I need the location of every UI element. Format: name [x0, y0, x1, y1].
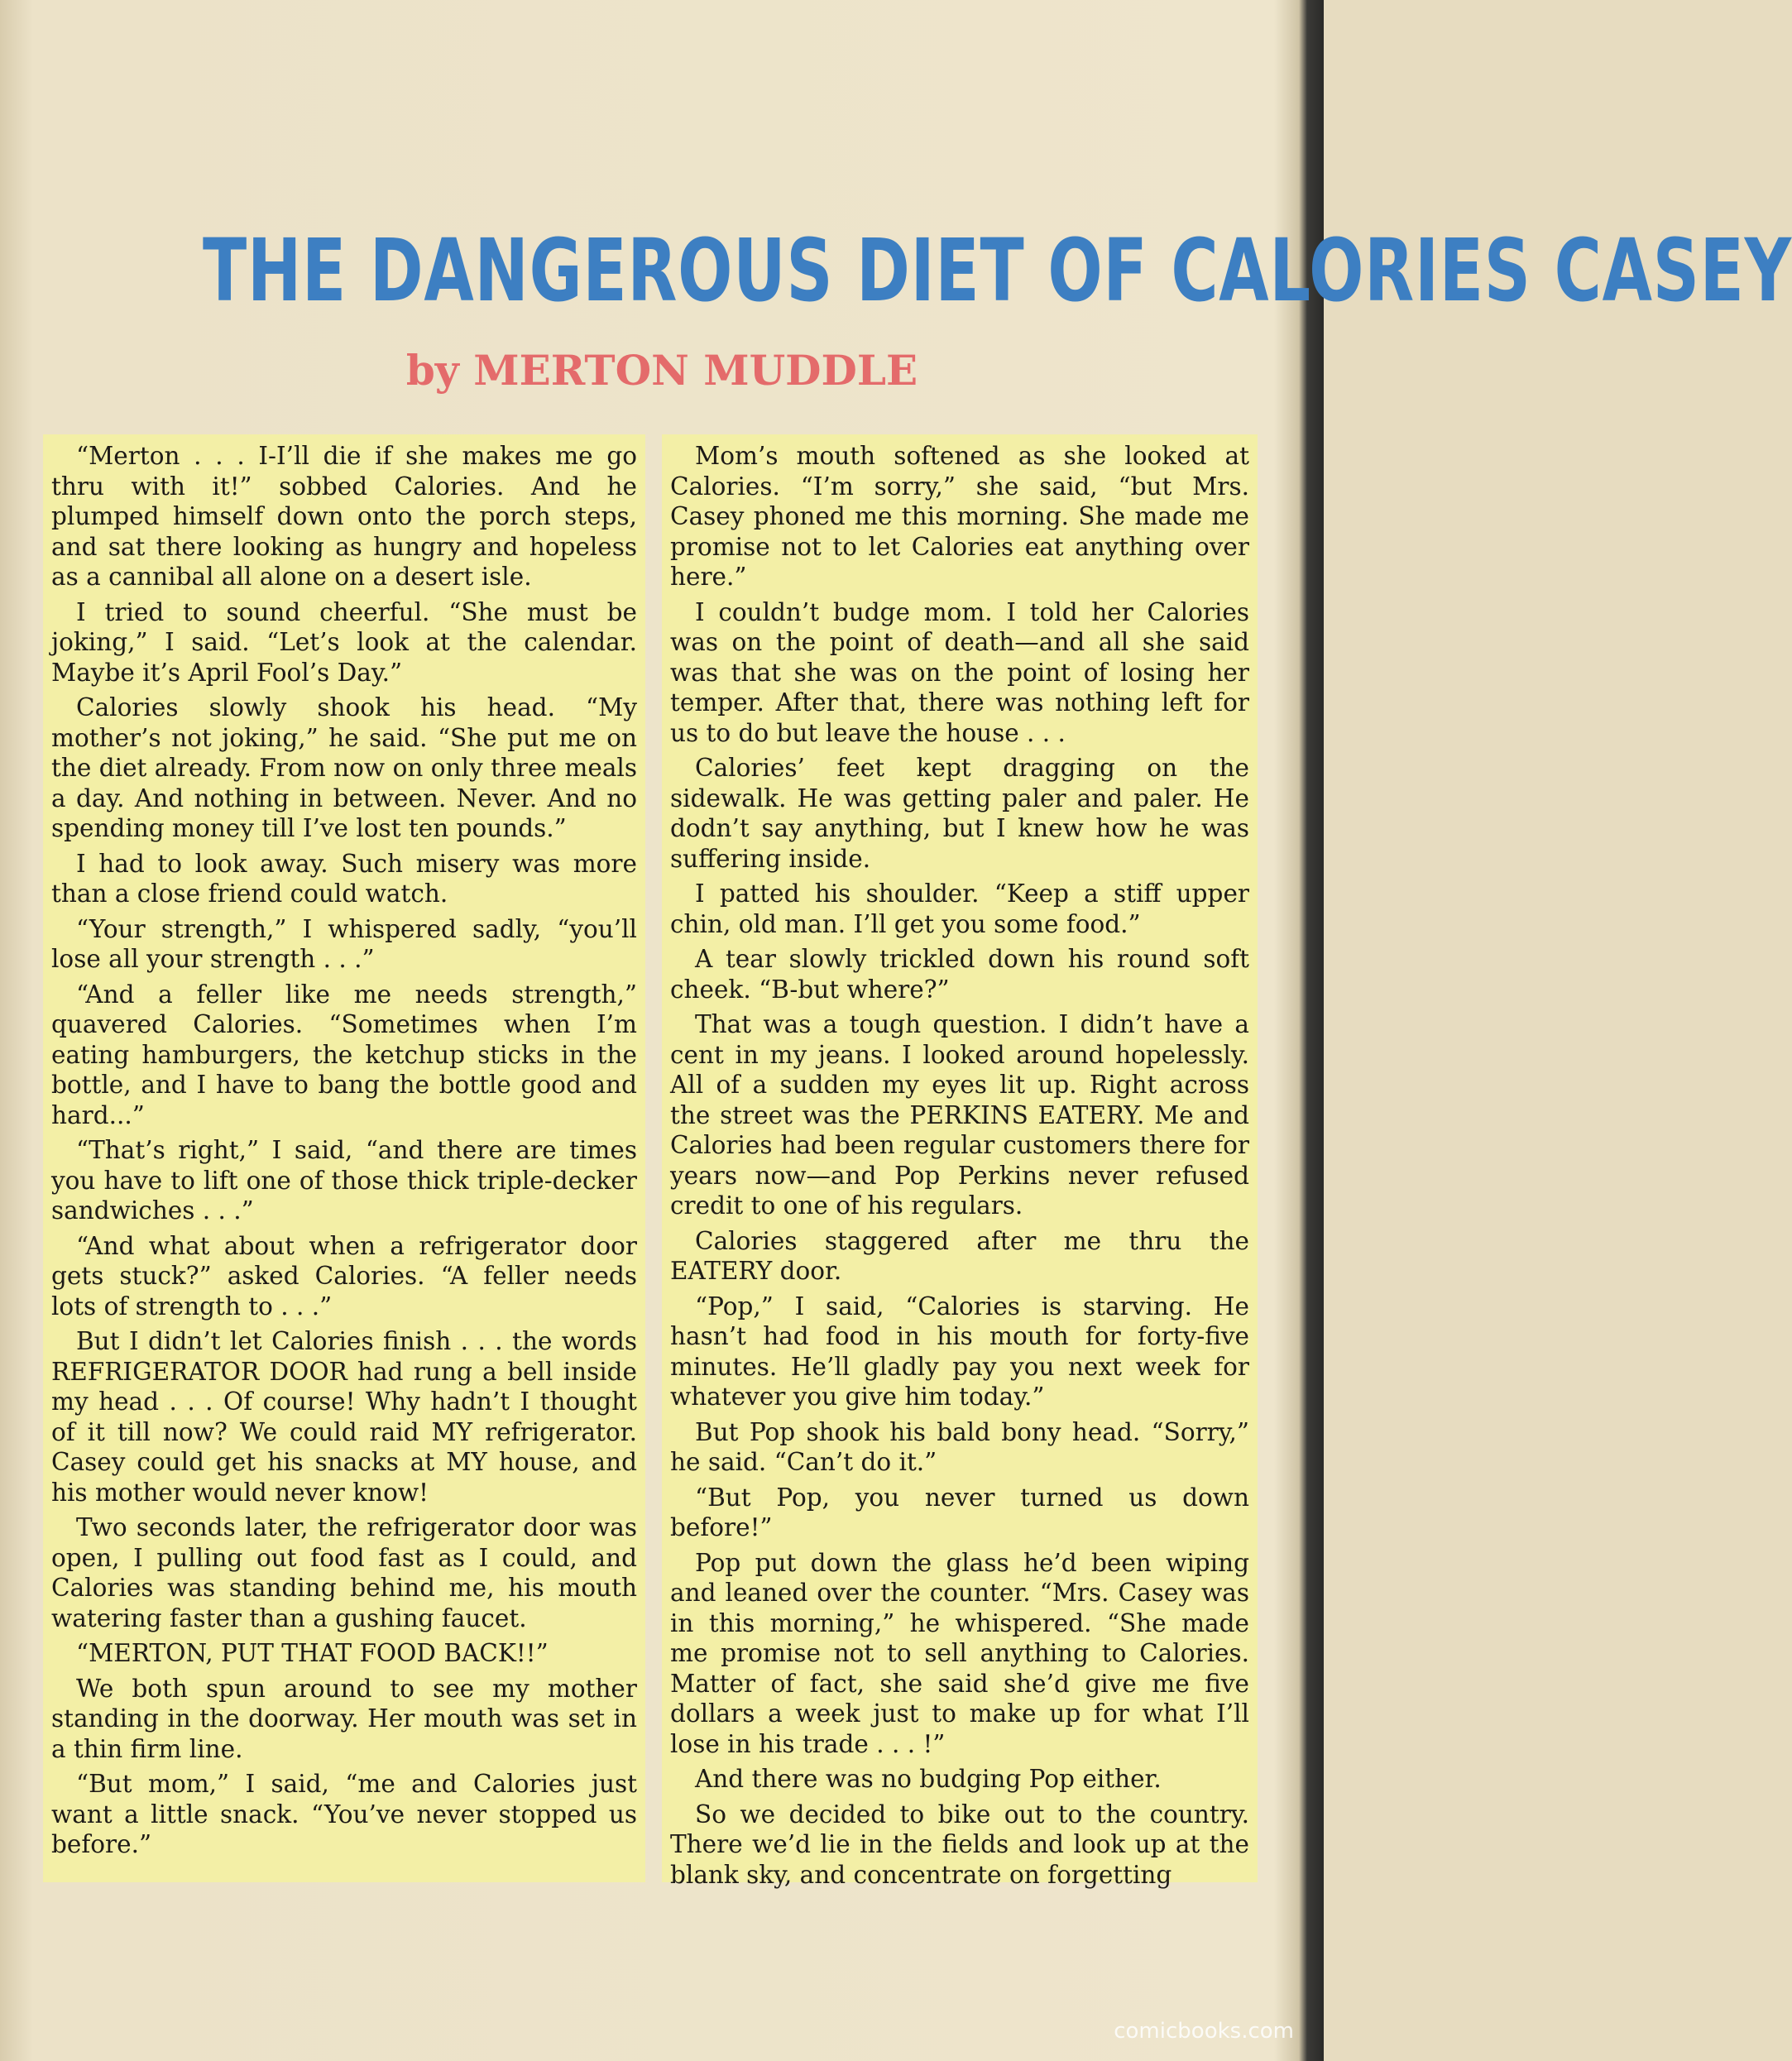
site-watermark: comicbooks.com	[1114, 2019, 1294, 2044]
story-paragraph: Pop put down the glass he’d been wiping and leaned over the counter. “Mrs. Casey was in this morning,” he whispered. “She made me promise not to sell anything to Calories. Matter of fact, she said she’d give me five dollars a week just to make up for what I’ll lose in his trade . . . !”	[670, 1548, 1249, 1758]
story-paragraph: I tried to sound cheerful. “She must be joking,” I said. “Let’s look at the calendar. Maybe it’s April Fool’s Day.”	[51, 597, 637, 687]
story-paragraph: “Your strength,” I whispered sadly, “you’ll lose all your strength . . .”	[51, 914, 637, 973]
story-paragraph: “And a feller like me needs strength,” quavered Calories. “Sometimes when I’m eating hamburgers, the ketchup sticks in the bottle, and I have to bang the bottle good and hard...”	[51, 980, 637, 1129]
story-paragraph: “And what about when a refrigerator door gets stuck?” asked Calories. “A feller needs lots of strength to . . .”	[51, 1231, 637, 1320]
story-paragraph: We both spun around to see my mother standing in the doorway. Her mouth was set in a thin firm line.	[51, 1674, 637, 1763]
story-paragraph: I had to look away. Such misery was more than a close friend could watch.	[51, 849, 637, 908]
story-paragraph: “Pop,” I said, “Calories is starving. He hasn’t had food in his mouth for forty-five minutes. He’ll gladly pay you next week for whatever you give him today.”	[670, 1292, 1249, 1411]
story-paragraph: Calories staggered after me thru the EATERY door.	[670, 1226, 1249, 1285]
story-paragraph: Calories’ feet kept dragging on the sidewalk. He was getting paler and paler. He dodn’t say anything, but I knew how he was suffering inside.	[670, 754, 1249, 873]
story-paragraph: “Merton . . . I-I’ll die if she makes me go thru with it!” sobbed Calories. And he plumped himself down onto the porch steps, and sat there looking as hungry and hopeless as a cannibal all alone on a desert isle.	[51, 442, 637, 591]
story-paragraph: But I didn’t let Calories finish . . . the words REFRIGERATOR DOOR had rung a bell inside my head . . . Of course! Why hadn’t I thought of it till now? We could raid MY refrigerator. Casey could get his snacks at MY house, and his mother would never know!	[51, 1327, 637, 1507]
story-paragraph: “But mom,” I said, “me and Calories just want a little snack. “You’ve never stopped us before.”	[51, 1770, 637, 1858]
story-paragraph: I patted his shoulder. “Keep a stiff upper chin, old man. I’ll get you some food.”	[670, 880, 1249, 938]
story-paragraph: A tear slowly trickled down his round soft cheek. “B-but where?”	[670, 945, 1249, 1004]
story-paragraph: So we decided to bike out to the country. There we’d lie in the fields and look up at the blank sky, and concentrate on forgetting	[670, 1800, 1249, 1889]
story-paragraph: “That’s right,” I said, “and there are times you have to lift one of those thick triple-decker sandwiches . . .”	[51, 1136, 637, 1225]
story-paragraph: I couldn’t budge mom. I told her Calories was on the point of death—and all she said was that she was on the point of losing her temper. After that, there was nothing left for us to do but leave the house . . .	[670, 597, 1249, 747]
story-paragraph: And there was no budging Pop either.	[695, 1765, 1162, 1793]
story-paragraph: “But Pop, you never turned us down before!”	[670, 1483, 1249, 1541]
story-paragraph: Mom’s mouth softened as she looked at Calories. “I’m sorry,” she said, “but Mrs. Casey phoned me this morning. She made me promise not to let Calories eat anything over here.”	[670, 442, 1249, 591]
story-paragraph: Two seconds later, the refrigerator door was open, I pulling out food fast as I could, and Calories was standing behind me, his mouth watering faster than a gushing faucet.	[51, 1513, 637, 1632]
article-title: THE DANGEROUS DIET OF CALORIES CASEY	[203, 220, 1792, 321]
story-paragraph: But Pop shook his bald bony head. “Sorry,” he said. “Can’t do it.”	[670, 1417, 1249, 1476]
right-text-column	[662, 434, 1258, 1889]
left-text-column	[43, 434, 645, 1882]
story-paragraph: “MERTON, PUT THAT FOOD BACK!!”	[76, 1639, 549, 1667]
story-paragraph: That was a tough question. I didn’t have a cent in my jeans. I looked around hopelessly. All of a sudden my eyes lit up. Right across the street was the PERKINS EATERY. Me and Calories had been regular customers there for years now—and Pop Perkins never refused credit to one of his regulars.	[670, 1010, 1249, 1220]
article-byline: by MERTON MUDDLE	[405, 346, 918, 395]
story-paragraph: Calories slowly shook his head. “My mother’s not joking,” he said. “She put me on the diet already. From now on only three meals a day. And nothing in between. Never. And no spending money till I’ve lost ten pounds.”	[51, 693, 637, 842]
